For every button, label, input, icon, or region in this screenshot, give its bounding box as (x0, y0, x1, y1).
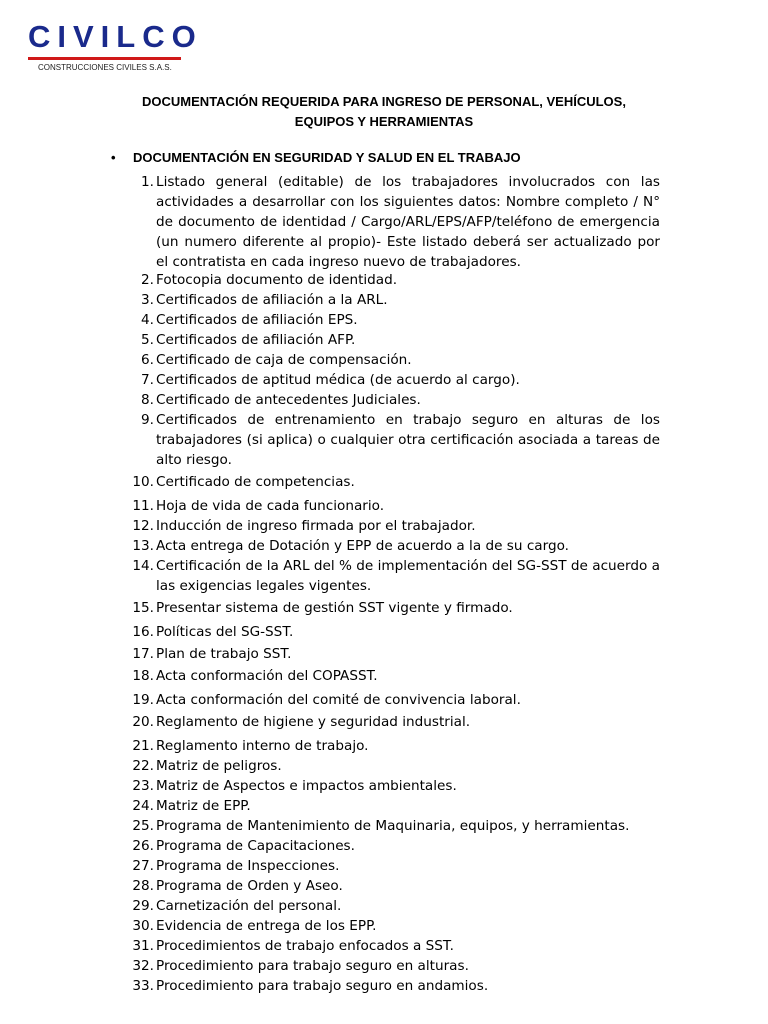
list-item-number: 28. (132, 878, 154, 894)
list-item-text: Hoja de vida de cada funcionario. (156, 498, 385, 514)
list-item-number: 18. (132, 668, 154, 684)
list-item-text: Programa de Orden y Aseo. (156, 878, 343, 894)
list-item-text: Acta conformación del COPASST. (156, 668, 378, 684)
list-item-number: 20. (132, 714, 154, 730)
list-item-number: 9. (141, 412, 154, 428)
list-item-number: 11. (132, 498, 154, 514)
list-item-number: 22. (132, 758, 154, 774)
list-item-number: 25. (132, 818, 154, 834)
list-item-number: 29. (132, 898, 154, 914)
list-item-text: Certificado de antecedentes Judiciales. (156, 392, 421, 408)
document-title (100, 92, 668, 132)
list-item-text: Certificación de la ARL del % de implementación del SG-SST de acuerdo a las exigencias legales vigentes. (156, 558, 660, 594)
list-item-number: 17. (132, 646, 154, 662)
list-item-number: 31. (132, 938, 154, 954)
list-item-text: Reglamento interno de trabajo. (156, 738, 369, 754)
list-item-text: Certificado de competencias. (156, 474, 355, 490)
list-item-number: 23. (132, 778, 154, 794)
document-title-line1: DOCUMENTACIÓN REQUERIDA PARA INGRESO DE PERSONAL, VEHÍCULOS, (142, 94, 626, 109)
list-item-text: Fotocopia documento de identidad. (156, 272, 398, 288)
list-item-number: 27. (132, 858, 154, 874)
list-item-text: Evidencia de entrega de los EPP. (156, 918, 377, 934)
list-item-number: 1. (141, 174, 154, 190)
list-item-number: 30. (132, 918, 154, 934)
list-item-number: 12. (132, 518, 154, 534)
list-item-text: Procedimiento para trabajo seguro en alturas. (156, 958, 469, 974)
list-item-number: 13. (132, 538, 154, 554)
document-title-line2: EQUIPOS Y HERRAMIENTAS (294, 114, 474, 129)
list-item-text: Reglamento de higiene y seguridad industrial. (156, 714, 471, 730)
list-item-text: Políticas del SG-SST. (156, 624, 294, 640)
list-item-number: 26. (132, 838, 154, 854)
logo-red-line (28, 57, 181, 60)
list-item-text: Inducción de ingreso firmada por el trabajador. (156, 518, 476, 534)
list-item-number: 15. (132, 600, 154, 616)
list-item-number: 24. (132, 798, 154, 814)
list-item-number: 6. (141, 352, 154, 368)
list-item-text: Procedimientos de trabajo enfocados a SST. (156, 938, 454, 954)
list-item-text: Programa de Inspecciones. (156, 858, 340, 874)
list-item-number: 32. (132, 958, 154, 974)
list-item-text: Matriz de Aspectos e impactos ambientales. (156, 778, 457, 794)
list-item-text: Certificados de afiliación a la ARL. (156, 292, 388, 308)
list-item-text: Carnetización del personal. (156, 898, 342, 914)
list-item-text: Listado general (editable) de los trabajadores involucrados con las actividades a desarrollar con los siguientes datos: Nombre completo / N° de documento de identidad / Cargo/ARL/EPS/AFP/teléfono de emergencia (un numero diferente al propio)- Este listado deberá ser actualizado por el contratista en cada ingreso nuevo de trabajadores. (156, 174, 660, 270)
list-item-number: 5. (141, 332, 154, 348)
list-item-text: Procedimiento para trabajo seguro en andamios. (156, 978, 489, 994)
list-item-number: 10. (132, 474, 154, 490)
list-item-number: 14. (132, 558, 154, 574)
list-item-number: 3. (141, 292, 154, 308)
list-item-text: Programa de Capacitaciones. (156, 838, 355, 854)
company-logo (28, 19, 203, 72)
list-item-text: Acta conformación del comité de convivencia laboral. (156, 692, 521, 708)
logo-name: CIVILCO (28, 19, 203, 54)
list-item-text: Certificados de entrenamiento en trabajo seguro en alturas de los trabajadores (si aplica) o cualquier otra certificación asociada a tareas de alto riesgo. (156, 412, 660, 468)
section-bullet: • (111, 150, 116, 165)
list-item-text: Matriz de peligros. (156, 758, 282, 774)
list-item-text: Certificados de afiliación AFP. (156, 332, 356, 348)
list-item-text: Certificado de caja de compensación. (156, 352, 412, 368)
list-item-number: 7. (141, 372, 154, 388)
list-item-text: Presentar sistema de gestión SST vigente y firmado. (156, 600, 513, 616)
list-item-number: 21. (132, 738, 154, 754)
list-item-number: 19. (132, 692, 154, 708)
list-item-number: 33. (132, 978, 154, 994)
list-item-text: Matriz de EPP. (156, 798, 251, 814)
list-item-number: 2. (141, 272, 154, 288)
list-item-text: Certificados de aptitud médica (de acuerdo al cargo). (156, 372, 520, 388)
logo-subtitle: CONSTRUCCIONES CIVILES S.A.S. (38, 63, 172, 72)
list-item-text: Plan de trabajo SST. (156, 646, 292, 662)
section-heading (111, 150, 521, 165)
list-item-number: 8. (141, 392, 154, 408)
list-item-text: Programa de Mantenimiento de Maquinaria, equipos, y herramientas. (156, 818, 630, 834)
list-item-number: 4. (141, 312, 154, 328)
list-item-text: Acta entrega de Dotación y EPP de acuerdo a la de su cargo. (156, 538, 569, 554)
list-item-text: Certificados de afiliación EPS. (156, 312, 358, 328)
section-title: DOCUMENTACIÓN EN SEGURIDAD Y SALUD EN EL TRABAJO (133, 150, 521, 165)
list-item-number: 16. (132, 624, 154, 640)
